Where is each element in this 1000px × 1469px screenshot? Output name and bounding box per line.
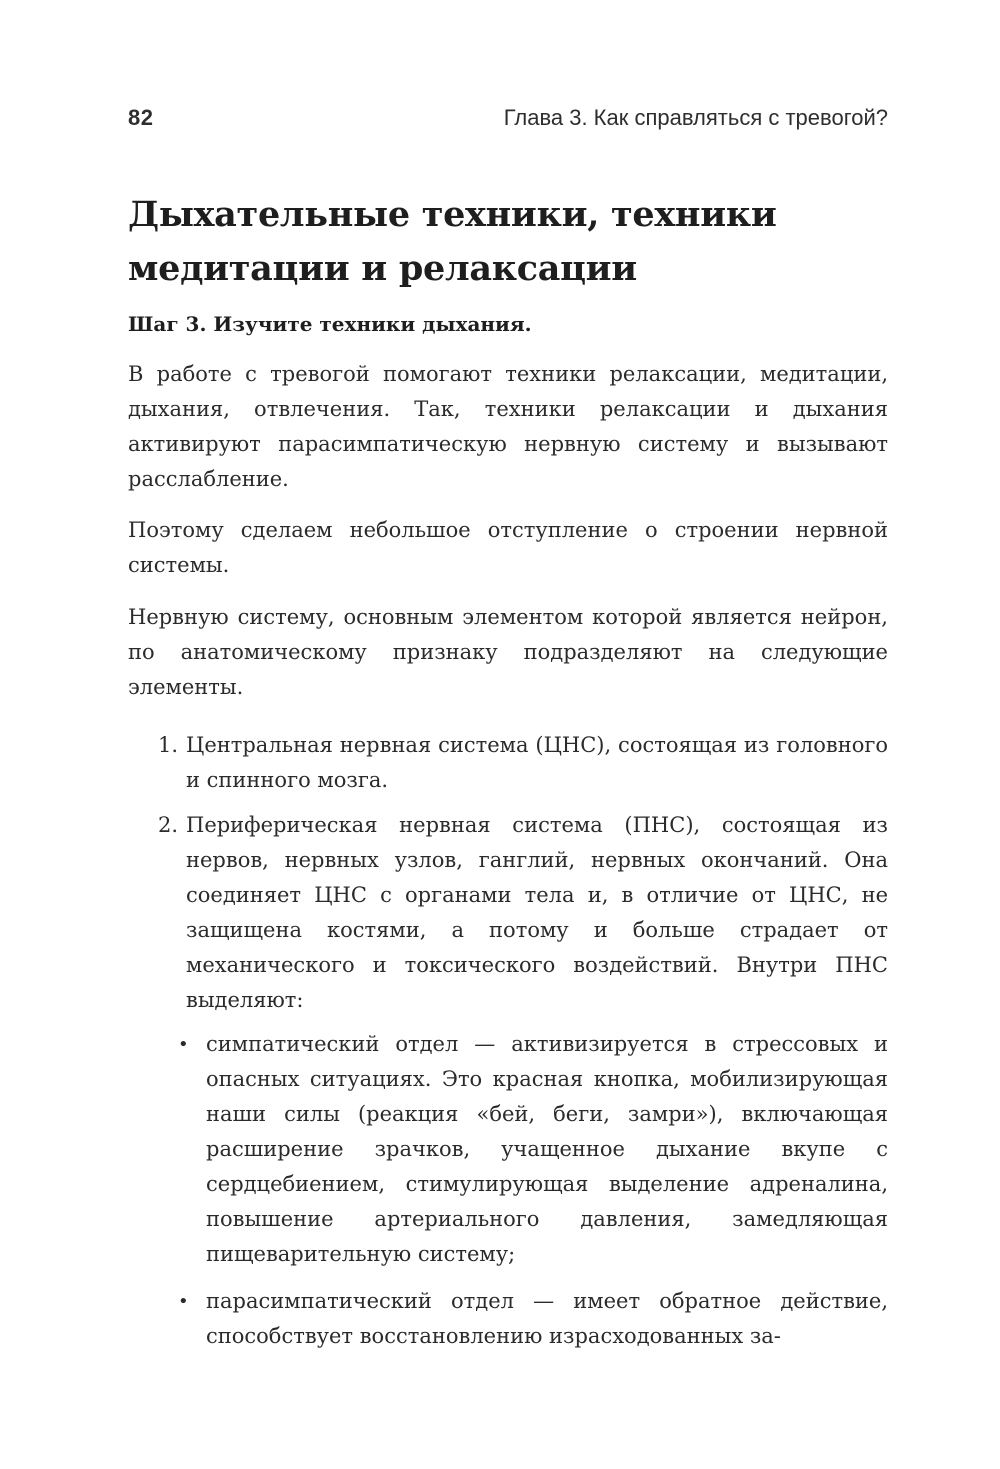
- bullet-list-item: [176, 1027, 888, 1272]
- list-item-text: Периферическая нервная система (ПНС), состоящая из нервов, нервных узлов, ганглий, нервных окончаний. Она соединяет ЦНС с органами тела и, в отличие от ЦНС, не защищена костями, а потому и больше страдает от механического и токсического воздействий. Внутри ПНС выделяют:: [186, 813, 888, 1012]
- bullet-item-text: симпатический отдел — активизируется в стрессовых и опасных ситуациях. Это красная кнопка, мобилизирующая наши силы (реакция «бей, беги, замри»), включающая расширение зрачков, учащенное дыхание вкупе с сердцебиением, стимулирующая выделение адреналина, повышение артериального давления, замедляющая пищеварительную систему;: [206, 1032, 888, 1266]
- paragraph: В работе с тревогой помогают техники релаксации, медитации, дыхания, отвлечения. Так, техники релаксации и дыхания активируют парасимпатическую нервную систему и вызывают расслабление.: [128, 362, 888, 491]
- section-title: Дыхательные техники, техники медитации и релаксации: [128, 194, 777, 289]
- chapter-title: Глава 3. Как справляться с тревогой?: [503, 105, 888, 130]
- running-header: [128, 100, 888, 136]
- list-number: 1.: [157, 733, 178, 757]
- list-item-text: Центральная нервная система (ЦНС), состоящая из головного и спинного мозга.: [186, 733, 888, 792]
- numbered-list-item: [128, 728, 888, 798]
- bullet-list-item: [176, 1284, 888, 1354]
- page-number: 82: [128, 105, 154, 130]
- bullet-item-text: парасимпатический отдел — имеет обратное действие, способствует восстановлению израсходованных за-: [206, 1289, 888, 1348]
- numbered-list-item: [128, 808, 888, 1018]
- bullet-marker: •: [178, 1291, 189, 1312]
- paragraph: Поэтому сделаем небольшое отступление о строении нервной системы.: [128, 518, 888, 577]
- step-heading: Шаг 3. Изучите техники дыхания.: [128, 312, 532, 336]
- bullet-marker: •: [178, 1034, 189, 1055]
- paragraph: Нервную систему, основным элементом которой является нейрон, по анатомическому признаку подразделяют на следующие элементы.: [128, 605, 888, 699]
- list-number: 2.: [157, 813, 178, 837]
